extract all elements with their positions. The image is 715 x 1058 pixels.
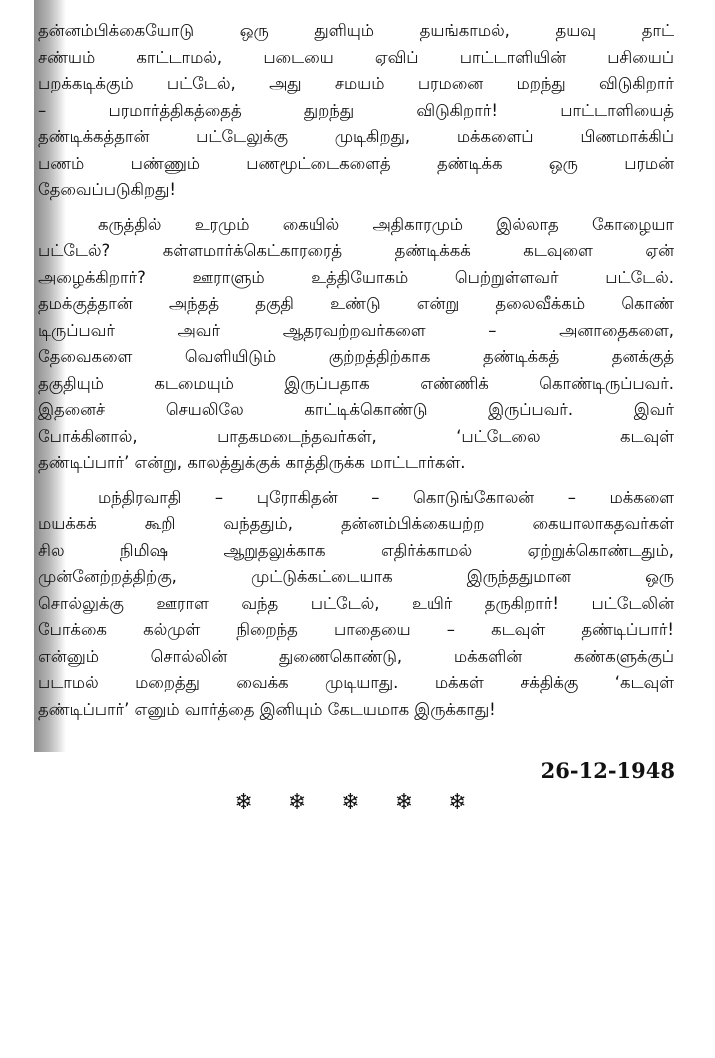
text-line: போக்கினால், பாதகமடைந்தவர்கள், ‘பட்டேலை கடவுள்: [38, 426, 674, 446]
text-line: தண்டிப்பார்’ எனும் வார்த்தை இனியும் கேடயமாக இருக்காது!: [38, 699, 496, 719]
text-line: தண்டிக்கத்தான் பட்டேலுக்கு முடிகிறது, மக்களைப் பிணமாக்கிப்: [38, 127, 674, 146]
text-line: மந்திரவாதி – புரோகிதன் – கொடுங்கோலன் – மக்களை: [98, 487, 674, 507]
text-line: தமக்குத்தான் அந்தத் தகுதி உண்டு என்று தலைவீக்கம் கொண்: [38, 294, 674, 313]
text-line: மயக்கக் கூறி வந்ததும், தன்னம்பிக்கையற்ற கையாலாகதவர்கள்: [38, 514, 674, 533]
text-line: தேவைகளை வெளியிடும் குற்றத்திற்காக தண்டிக்கத் தனக்குத்: [38, 347, 674, 366]
publication-date: 26-12-1948: [540, 758, 675, 783]
paragraph-2: [38, 212, 674, 477]
text-line: பட்டேல்? கள்ளமார்க்கெட்காரரைத் தண்டிக்கக் கடவுளை ஏன்: [38, 241, 674, 260]
text-line: சில நிமிஷ ஆறுதலுக்காக எதிர்க்காமல் ஏற்றுக்கொண்டதும்,: [38, 540, 674, 560]
section-separator: ❄ ❄ ❄ ❄ ❄: [234, 790, 481, 815]
text-line: டிருப்பவர் அவர் ஆதரவற்றவர்களை – அனாதைகளை,: [38, 320, 674, 340]
text-line: போக்கை கல்முள் நிறைந்த பாதையை – கடவுள் தண்டிப்பார்!: [38, 620, 674, 639]
text-line: என்னும் சொல்லின் துணைகொண்டு, மக்களின் கண்களுக்குப்: [38, 646, 674, 666]
text-line: – பரமார்த்திகத்தைத் துறந்து விடுகிறார்! பாட்டாளியைத்: [38, 100, 674, 120]
text-line: அழைக்கிறார்? ஊராளும் உத்தியோகம் பெற்றுள்ளவர் பட்டேல்.: [38, 267, 674, 287]
text-line: சொல்லுக்கு ஊராள வந்த பட்டேல், உயிர் தருகிறார்! பட்டேலின்: [38, 593, 674, 613]
text-line: தன்னம்பிக்கையோடு ஒரு துளியும் தயங்காமல், தயவு தாட்: [38, 21, 674, 40]
text-line: பணம் பண்ணும் பணமூட்டைகளைத் தண்டிக்க ஒரு பரமன்: [38, 153, 674, 173]
paragraph-3: [38, 485, 674, 724]
document-page: [38, 18, 674, 723]
text-line: படாமல் மறைத்து வைக்க முடியாது. மக்கள் சக்திக்கு ‘கடவுள்: [38, 673, 674, 692]
text-line: தண்டிப்பார்’ என்று, காலத்துக்குக் காத்திருக்க மாட்டார்கள்.: [38, 453, 466, 472]
text-line: சண்யம் காட்டாமல், படையை ஏவிப் பாட்டாளியின் பசியைப்: [38, 47, 674, 67]
text-line: இதனைச் செயலிலே காட்டிக்கொண்டு இருப்பவர். இவர்: [38, 400, 674, 419]
text-line: முன்னேற்றத்திற்கு, முட்டுக்கட்டையாக இருந்ததுமான ஒரு: [38, 567, 674, 586]
text-line: தகுதியும் கடமையும் இருப்பதாக எண்ணிக் கொண்டிருப்பவர்.: [38, 373, 674, 393]
text-line: தேவைப்படுகிறது!: [38, 180, 176, 199]
text-line: பறக்கடிக்கும் பட்டேல், அது சமயம் பரமனை மறந்து விடுகிறார்: [38, 74, 674, 93]
text-line: கருத்தில் உரமும் கையில் அதிகாரமும் இல்லாத கோழையா: [98, 214, 674, 234]
paragraph-1: [38, 18, 674, 204]
